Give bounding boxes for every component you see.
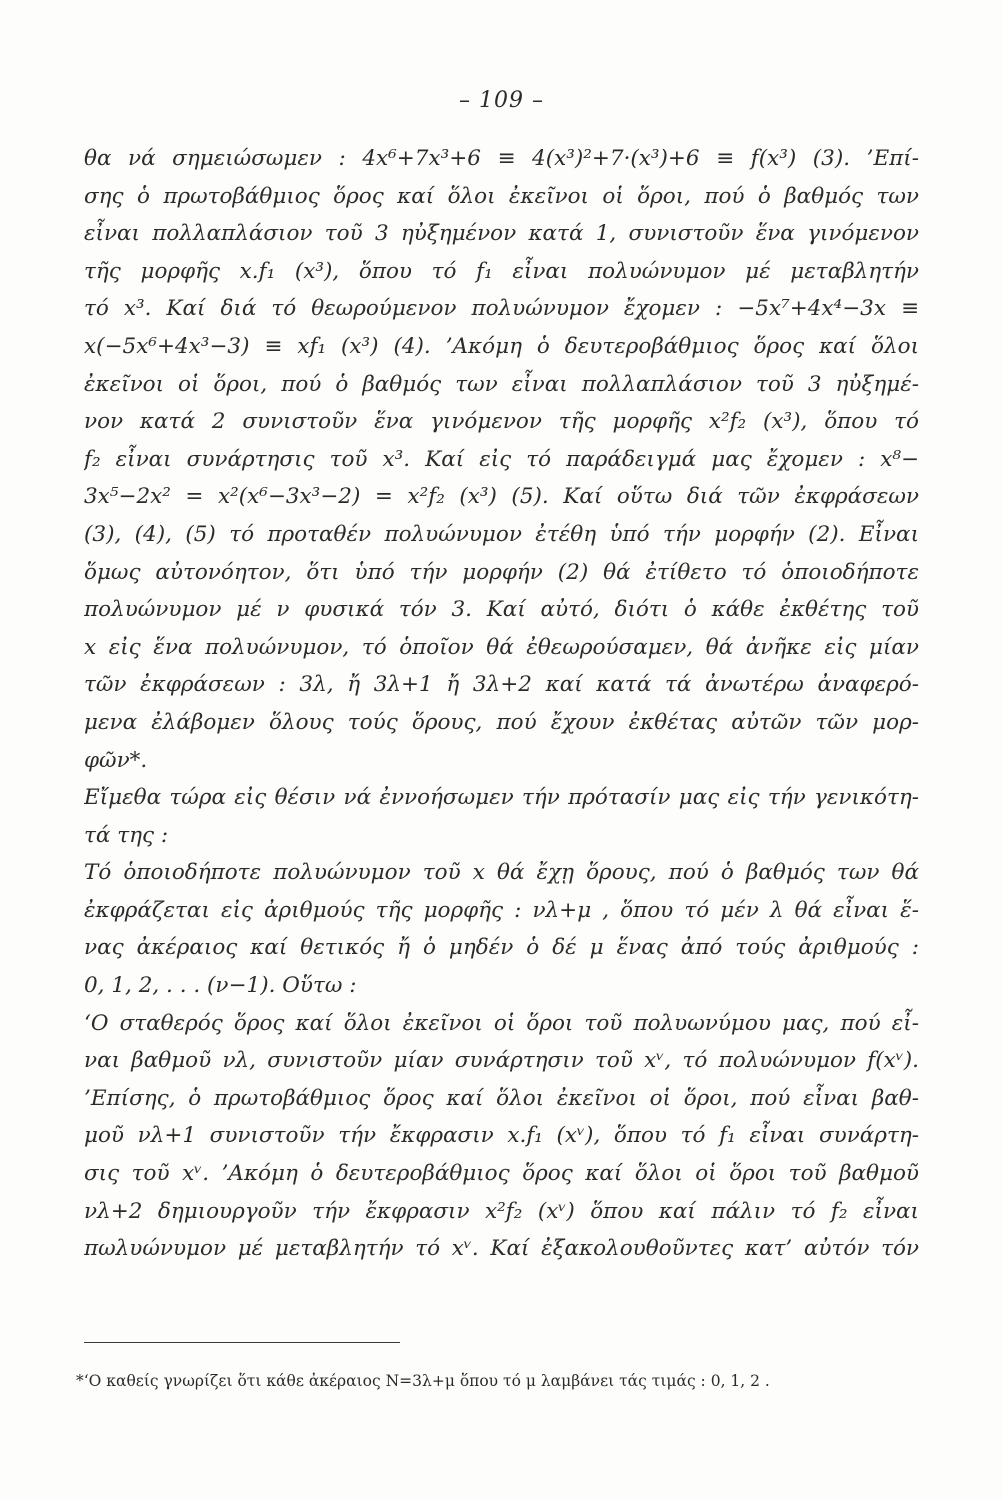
text-line: (3), (4), (5) τό προταθέν πολυώνυμον ἐτέθη ὑπό τήν μορφήν (2). Εἶναι: [84, 521, 919, 547]
text-line: νον κατά 2 συνιστοῦν ἕνα γινόμενον τῆς μορφῆς x²f₂ (x³), ὅπου τό: [84, 409, 919, 435]
text-line: τῶν ἐκφράσεων : 3λ, ἤ 3λ+1 ἤ 3λ+2 καί κατά τά ἀνωτέρω ἀναφερό-: [84, 672, 919, 698]
text-line: μοῦ νλ+1 συνιστοῦν τήν ἔκφρασιν x.f₁ (xᵛ), ὅπου τό f₁ εἶναι συνάρτη-: [84, 1123, 919, 1149]
text-line: νλ+2 δημιουργοῦν τήν ἔκφρασιν x²f₂ (xᵛ) ὅπου καί πάλιν τό f₂ εἶναι: [84, 1198, 919, 1224]
text-line: πωλυώνυμον μέ μεταβλητήν τό xᵛ. Καί ἐξακολουθοῦντες κατ’ αὐτόν τόν: [84, 1236, 919, 1262]
page-number: – 109 –: [459, 88, 544, 113]
text-line: φῶν*.: [84, 747, 148, 773]
text-line: x εἰς ἕνα πολυώνυμον, τό ὁποῖον θά ἐθεωρούσαμεν, θά ἀνῆκε εἰς μίαν: [84, 634, 919, 660]
body-text: [84, 140, 919, 1268]
text-line: Τό ὁποιοδήποτε πολυώνυμον τοῦ x θά ἔχῃ ὅρους, πού ὁ βαθμός των θά: [84, 860, 919, 886]
text-line: τό x³. Καί διά τό θεωρούμενον πολυώνυμον ἔχομεν : −5x⁷+4x⁴−3x ≡: [84, 296, 919, 322]
footnote: *‘Ο καθείς γνωρίζει ὅτι κάθε ἀκέραιος N=3λ+μ ὅπου τό μ λαμβάνει τάς τιμάς : 0, 1, 2 .: [76, 1372, 770, 1390]
text-line: Εἴμεθα τώρα εἰς θέσιν νά ἐννοήσωμεν τήν πρότασίν μας εἰς τήν γενικότη-: [84, 785, 919, 811]
text-line: σης ὁ πρωτοβάθμιος ὅρος καί ὅλοι ἐκεῖνοι οἱ ὅροι, πού ὁ βαθμός των: [84, 183, 919, 209]
text-line: ’Επίσης, ὁ πρωτοβάθμιος ὅρος καί ὅλοι ἐκεῖνοι οἱ ὅροι, πού εἶναι βαθ-: [84, 1085, 919, 1111]
text-line: τά της :: [84, 822, 169, 848]
text-line: 3x⁵−2x² = x²(x⁶−3x³−2) = x²f₂ (x³) (5). Καί οὕτω διά τῶν ἐκφράσεων: [84, 484, 919, 510]
text-line: f₂ εἶναι συνάρτησις τοῦ x³. Καί εἰς τό παράδειγμά μας ἔχομεν : x⁸−: [84, 446, 919, 472]
text-line: σις τοῦ xᵛ. ’Ακόμη ὁ δευτεροβάθμιος ὅρος καί ὅλοι οἱ ὅροι τοῦ βαθμοῦ: [84, 1161, 919, 1187]
text-line: εἶναι πολλαπλάσιον τοῦ 3 ηὐξημένον κατά 1, συνιστοῦν ἕνα γινόμενον: [84, 221, 919, 247]
text-line: ἐκεῖνοι οἱ ὅροι, πού ὁ βαθμός των εἶναι πολλαπλάσιον τοῦ 3 ηὐξημέ-: [84, 371, 919, 397]
text-line: ναι βαθμοῦ νλ, συνιστοῦν μίαν συνάρτησιν τοῦ xᵛ, τό πολυώνυμον f(xᵛ).: [84, 1048, 919, 1074]
text-line: x(−5x⁶+4x³−3) ≡ xf₁ (x³) (4). ’Ακόμη ὁ δευτεροβάθμιος ὅρος καί ὅλοι: [84, 333, 919, 359]
text-line: ὅμως αὐτονόητον, ὅτι ὑπό τήν μορφήν (2) θά ἐτίθετο τό ὁποιοδήποτε: [84, 559, 919, 585]
text-line: πολυώνυμον μέ ν φυσικά τόν 3. Καί αὐτό, διότι ὁ κάθε ἐκθέτης τοῦ: [84, 597, 919, 623]
text-line: τῆς μορφῆς x.f₁ (x³), ὅπου τό f₁ εἶναι πολυώνυμον μέ μεταβλητήν: [84, 258, 919, 284]
text-line: ἐκφράζεται εἰς ἀριθμούς τῆς μορφῆς : νλ+μ , ὅπου τό μέν λ θά εἶναι ἕ-: [84, 897, 919, 923]
text-line: 0, 1, 2, . . . (ν−1). Οὕτω :: [84, 973, 357, 999]
text-line: μενα ἐλάβομεν ὅλους τούς ὅρους, πού ἔχουν ἐκθέτας αὐτῶν τῶν μορ-: [84, 709, 919, 735]
text-line: θα νά σημειώσωμεν : 4x⁶+7x³+6 ≡ 4(x³)²+7·(x³)+6 ≡ f(x³) (3). ’Επί-: [84, 146, 919, 171]
text-line: ‘Ο σταθερός ὅρος καί ὅλοι ἐκεῖνοι οἱ ὅροι τοῦ πολυωνύμου μας, πού εἶ-: [84, 1010, 919, 1036]
text-line: νας ἀκέραιος καί θετικός ἤ ὁ μηδέν ὁ δέ μ ἕνας ἀπό τούς ἀριθμούς :: [84, 935, 919, 961]
footnote-divider: [84, 1342, 400, 1343]
